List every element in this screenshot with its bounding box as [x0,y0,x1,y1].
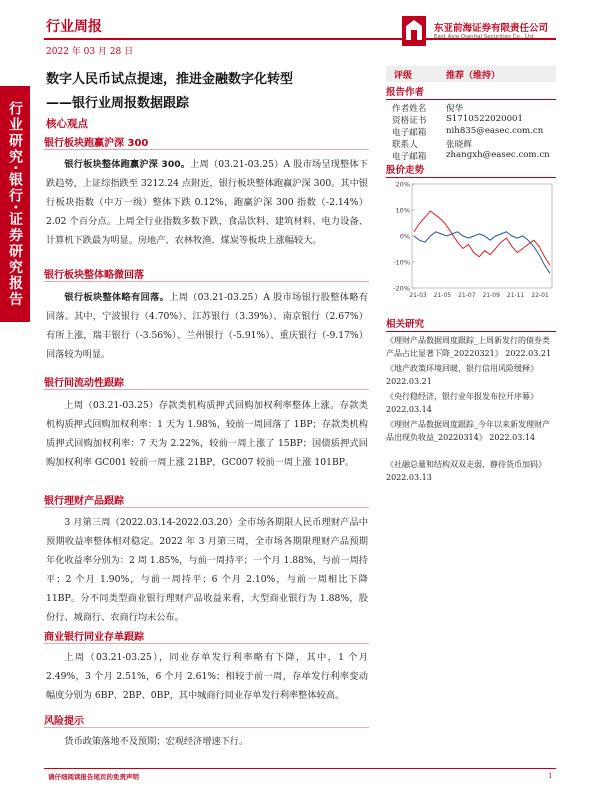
section-rule [44,643,369,644]
related-item[interactable] [386,418,556,444]
related-date: 2022.03.21 [386,377,432,386]
section-heading [44,134,148,149]
author-email-link[interactable]: nih835@easec.com.cn [446,126,544,136]
related-title: 《地产政策环境回暖，银行信用风险缓释》 [386,364,538,373]
logo-english-name: East Asia Qianhai Securities Co., Ltd. [434,34,536,40]
authors-heading-text: 报告作者 [386,87,425,98]
report-main-title: 数字人民币试点提速，推进金融数字化转型 [46,72,294,87]
section-body: 上周（03.21-03.25）A 股市场银行股整体略有回落。其中，宁波银行（4.70%）、江苏银行（3.39%）、南京银行（2.67%）有所上涨，瑞丰银行（-3.56%）、兰州银行（-5.91%）、重庆银行（-9.17%）回落较为明显。 [46,292,369,360]
related-item[interactable] [386,390,556,416]
section-rule [44,281,369,282]
page-number: 1 [548,772,553,780]
section-body: 上周（03.21-03.25），同业存单发行利率略有下降，其中，1 个月 2.49%，3 个月 2.51%，6 个月 2.61%；相较于前一周，存单发行利率变动幅度分别为 6BP、2BP、0BP，其中城商行同业存单发行利率整体较高。 [46,652,368,701]
x-tick-label: 21-05 [433,292,452,299]
section-heading [44,266,144,281]
footer-divider [44,768,556,769]
section-body: 上周（03.21-03.25）A 股市场呈现整体下跌趋势，上证综指跌至 3212.24 点附近，银行板块整体跑赢沪深 300。其中银行板块指数（中万一级）整体下跌 0.12%，跑赢沪深 300 指数（-2.14%）2.02 个百分点。上周全行业指数多数下跌，食品饮料、建筑材料、电力设备、计算机下跌最为明显。房地产、农林牧渔、煤炭等板块上涨幅较大。 [46,159,368,246]
section-rule [44,507,369,508]
section-heading-text: 风险提示 [44,716,84,727]
section-heading-text: 银行板块整体略微回落 [44,270,144,281]
rating-value: 推荐（维持） [446,71,501,81]
series-line-csi300 [414,232,550,274]
related-date: 2022.03.14 [386,405,432,414]
section-paragraph [46,396,368,472]
section-body: 货币政策落地不及预期；宏观经济增速下行。 [64,736,249,747]
y-tick-label: 20% [395,180,410,189]
section-body: 上周（03.21-03.25）存款类机构质押式回购加权利率整体上涨。存款类机构质押式回购加权利率：1 天为 1.98%，较前一周回落了 1BP；存款类机构质押式回购加权利率：7 天为 2.22%，较前一周上涨了 15BP；国债质押式回购加权利率 GC001 较前一周上涨 21BP，GC007 较前一周上涨 101BP。 [46,400,368,468]
authors-heading [386,84,556,99]
author-field-label: 作者姓名 [392,104,427,114]
related-date: 2022.03.13 [386,473,432,482]
section-heading-text: 银行板块跑赢沪深 300 [44,138,149,149]
section-paragraph [46,732,368,751]
related-title: 《社融总量和结构双双走弱，静待货币加码》 [386,460,546,469]
x-tick-label: 21-07 [458,292,476,299]
logo-mark-icon [400,12,428,50]
section-paragraph [46,288,368,364]
x-tick-label: 21-03 [409,292,427,299]
section-heading [44,492,124,507]
chart-heading [386,162,556,177]
related-heading-text: 相关研究 [386,319,425,330]
section-body: 3 月第三周（2022.03.14-2022.03.20）全市场各期限人民币理财产品中预期收益率整体相对稳定。2022 年 3 月第三周，全市场各期限理财产品预期年化收益率分别为：2 周 1.85%，与前一周持平；一个月 1.88%，与前一周持平；2 个月 1.90%，与前一周持平；6 个月 2.10%，与前一周相比下降 11BP。分不同类型商业银行理财产品收益来看，大型商业银行为 1.88%，股份行、城商行、农商行均未公布。 [46,517,368,623]
x-tick-label: 21-11 [506,292,525,299]
author-field-value: S1710522020001 [446,114,523,124]
section-paragraph [46,513,368,627]
section-lead: 银行板块整体跑赢沪深 300。 [64,159,191,170]
related-item[interactable] [386,362,556,388]
section-lead: 银行板块整体略有回落。 [64,292,170,303]
rating-label: 评级 [394,71,413,81]
series-line-bank [414,211,550,265]
author-field-value: 张晓辉 [446,140,472,150]
core-view-heading: 核心观点 [46,118,88,130]
side-category-label: 行业研究·银行·证券研究报告 [7,100,23,308]
side-category-bar [0,86,30,322]
section-heading [44,374,124,389]
section-heading-text: 银行理财产品跟踪 [44,496,124,507]
y-tick-label: 10% [395,206,410,215]
author-email-link[interactable]: zhangxh@easec.com.cn [446,150,550,160]
related-date: 2022.03.21 [505,349,552,358]
x-tick-label: 22-01 [531,292,549,299]
section-heading [44,712,84,727]
author-field-label: 资格证书 [392,116,427,126]
author-field-value: 倪华 [446,104,464,114]
author-field-label: 电子邮箱 [392,152,427,162]
section-heading-text: 银行间流动性跟踪 [44,378,124,389]
rating-row [386,66,556,82]
related-item[interactable] [386,334,556,360]
chart-frame [412,184,552,288]
related-date: 2022.03.14 [489,433,536,442]
report-type-title: 行业周报 [46,19,102,35]
related-title: 《央行稳经济，银行业年报发布拉开序幕》 [386,392,538,401]
section-paragraph [46,648,368,705]
y-tick-label: -10% [393,258,410,267]
authors-heading-rule [386,99,556,100]
chart-heading-text: 股价走势 [386,165,425,176]
y-tick-label: 0% [399,232,410,241]
author-field-label: 联系人 [392,140,418,150]
author-field-label: 电子邮箱 [392,128,427,138]
section-heading [44,628,144,643]
related-title: 《理财产品数据周度跟踪_上周新发行的债券类产品占比显著下降_20220321》 [386,336,550,358]
report-date: 2022 年 03 月 28 日 [46,47,134,57]
section-paragraph [46,155,368,250]
section-rule [44,727,369,728]
report-sub-title: ——银行业周报数据跟踪 [46,96,190,111]
footer-disclaimer: 请仔细阅读报告尾页的免责声明 [48,773,139,781]
section-rule [44,389,369,390]
section-heading-text: 商业银行同业存单跟踪 [44,632,144,643]
stock-price-chart [386,176,556,306]
y-tick-label: -20% [393,284,410,293]
related-title: 《理财产品数据周度跟踪_今年以来新发理财产品出现负收益_20220314》 [386,420,550,442]
x-tick-label: 21-09 [482,292,500,299]
company-logo [400,12,560,50]
logo-chinese-name: 东亚前海证券有限责任公司 [434,23,549,34]
related-item[interactable] [386,458,556,484]
section-rule [44,149,369,150]
related-heading [386,316,556,331]
related-heading-rule [386,331,556,332]
